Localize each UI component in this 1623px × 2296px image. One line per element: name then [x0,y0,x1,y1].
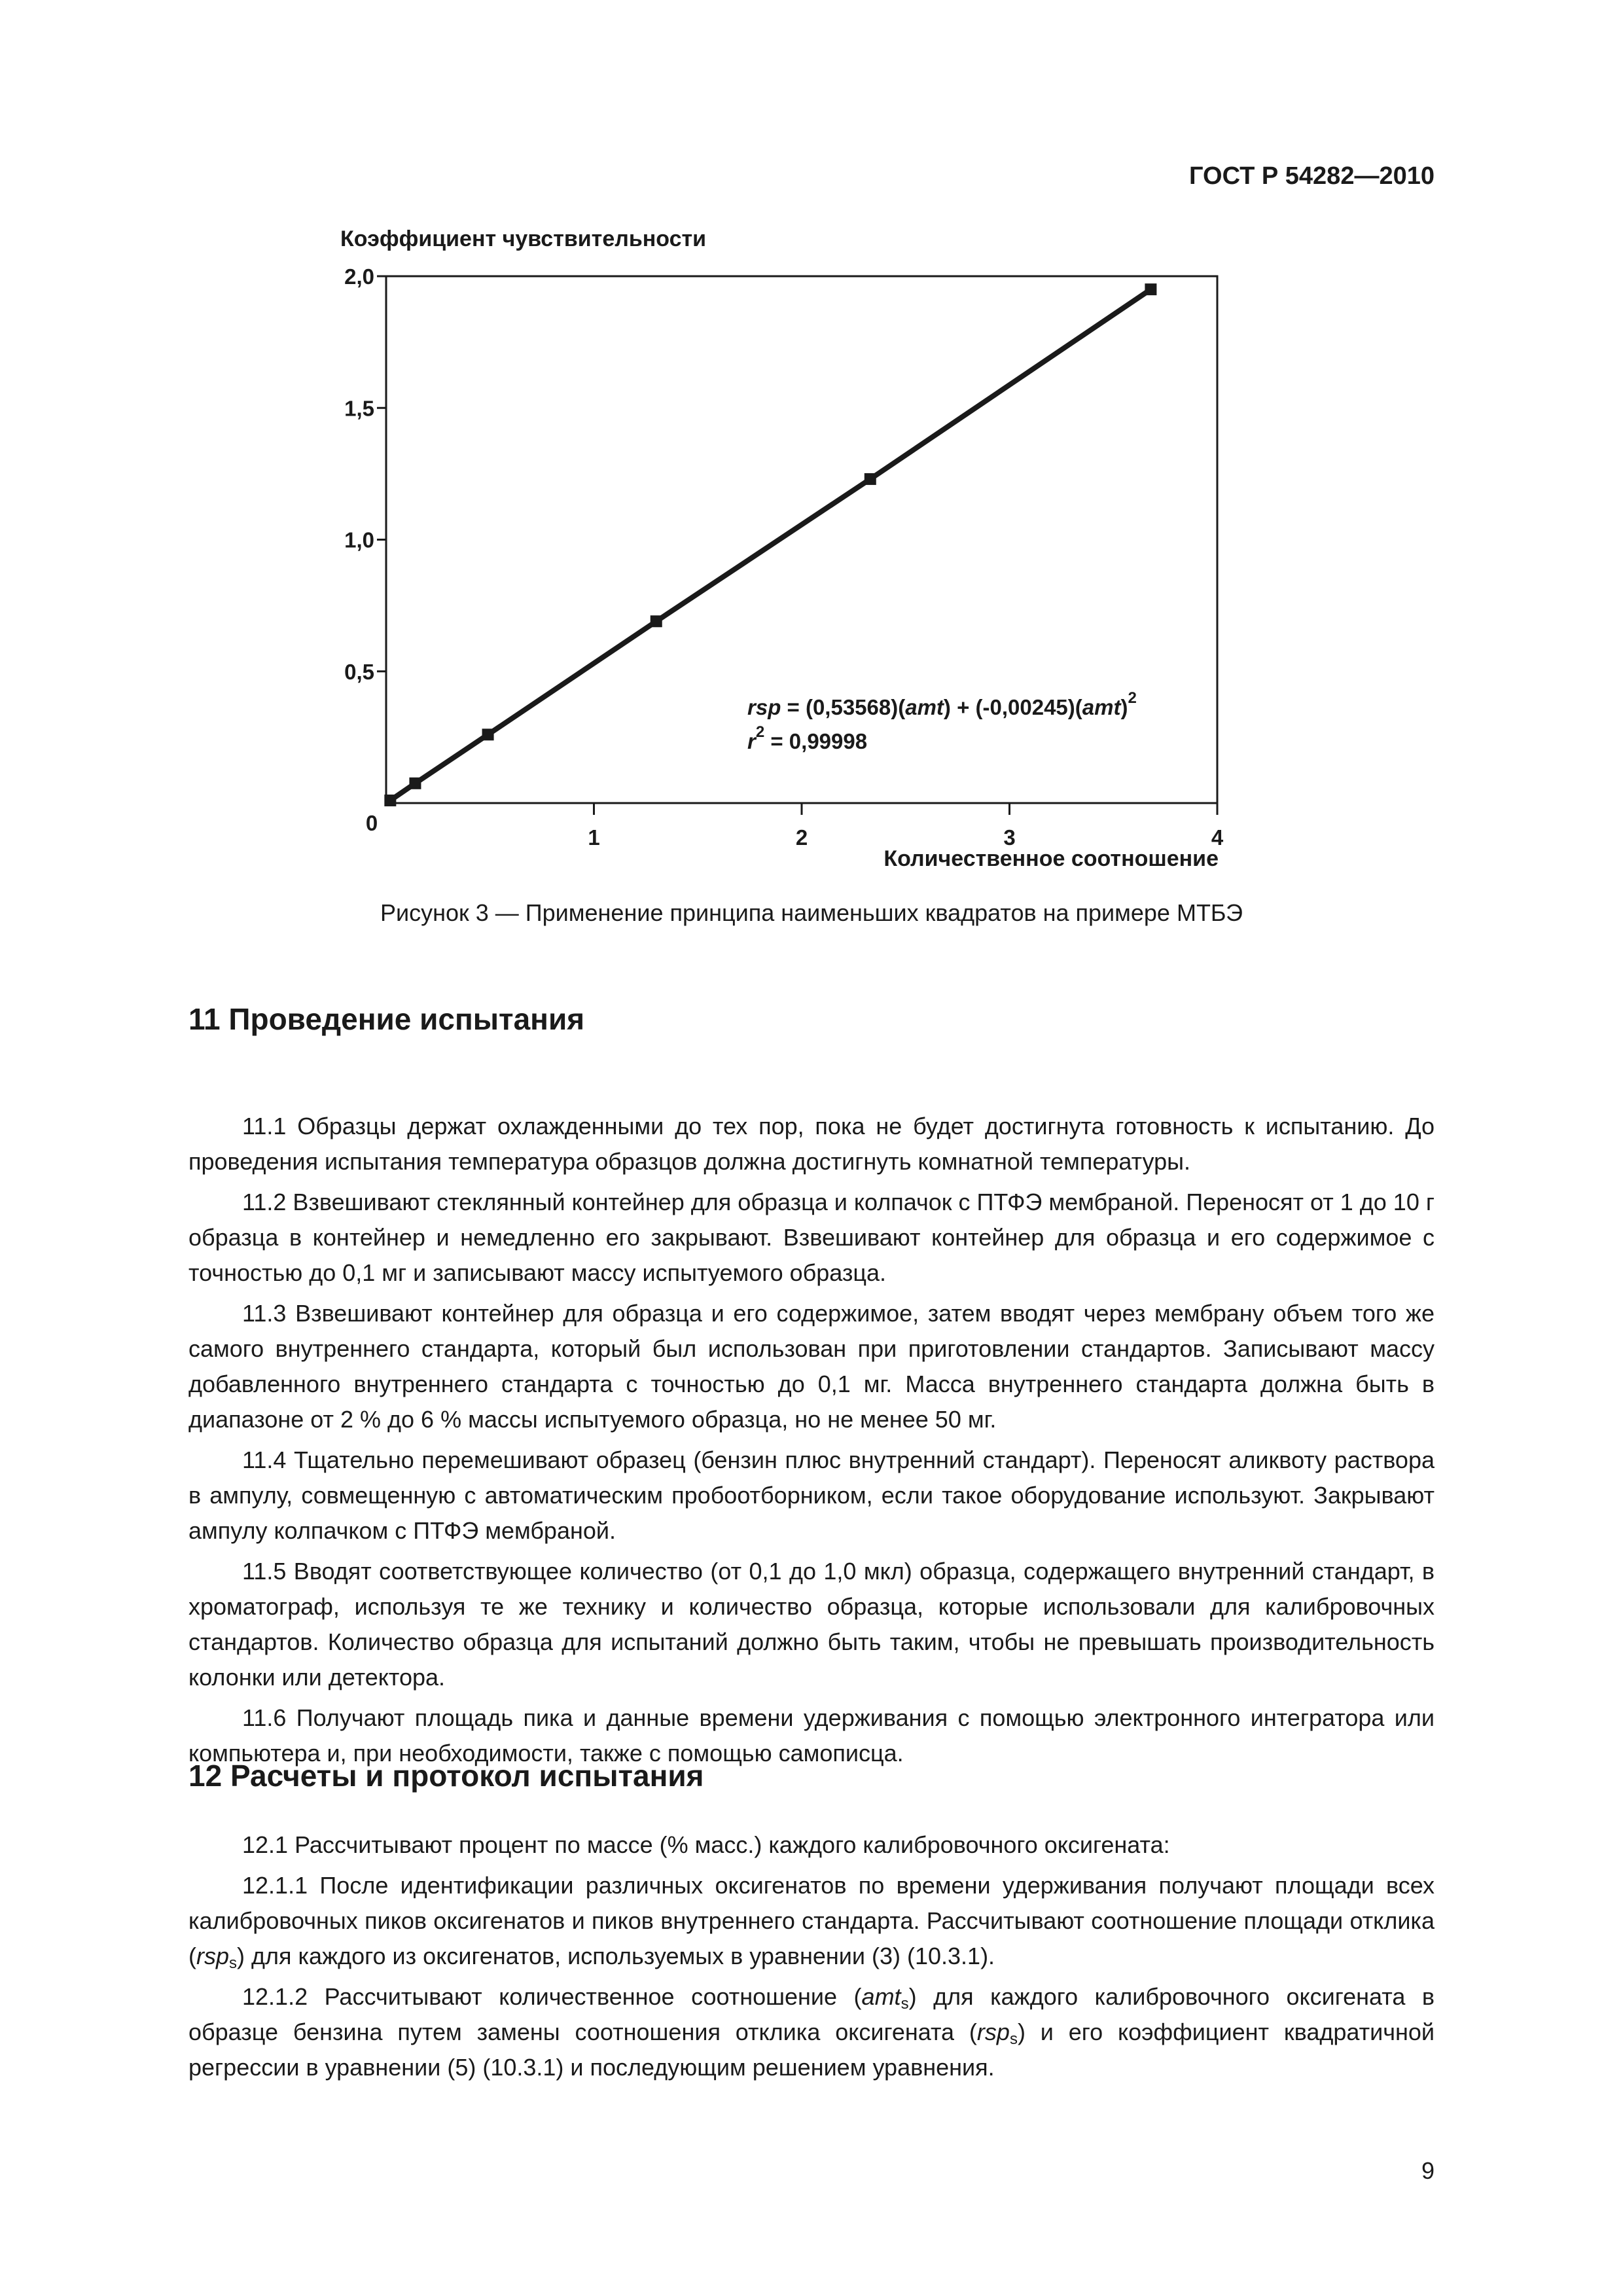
data-point [409,778,421,789]
data-point [1145,283,1156,295]
document-id: ГОСТ Р 54282—2010 [1189,162,1435,190]
fit-line [390,289,1150,800]
paragraph-12-1-2: 12.1.2 Рассчитывают количественное соотношение (amt$_s$) для каждого калибровочного оксигената в образце бензина путем замены соотношения отклика оксигената (rsp$_s$) и его коэффициент квадратичной регрессии в уравнении (5) (10.3.1) и последующим решением уравнения. [188,1983,1435,2081]
regression-equation: rsp = (0,53568)(amt) + (-0,00245)(amt)$^2$ [747,689,1137,719]
x-tick-label: 1 [588,825,600,850]
section-11-body [188,1073,1435,1776]
paragraph-11-2: 11.2 Взвешивают стеклянный контейнер для образца и колпачок с ПТФЭ мембраной. Переносят от 1 до 10 г образца в контейнер и немедленно его закрывают. Взвешивают контейнер для образца и его содержимое с точностью до 0,1 мг и записывают массу испытуемого образца. [188,1189,1435,1286]
section-12-body [188,1827,1435,2090]
section-12-title: 12 Расчеты и протокол испытания [188,1759,704,1793]
y-ticks [344,264,386,684]
x-tick-label: 4 [1211,825,1224,850]
x-tick-label: 2 [795,825,808,850]
data-point [651,615,662,627]
x-tick-label: 0 [365,811,378,835]
paragraph-12-1-1: 12.1.1 После идентификации различных оксигенатов по времени удерживания получают площади всех калибровочных пиков оксигенатов и пиков внутреннего стандарта. Рассчитывают соотношение площади отклика (rsp$_s$) для каждого из оксигенатов, используемых в уравнении (3) (10.3.1). [188,1872,1435,1972]
x-axis-label: Количественное соотношение [883,846,1219,871]
y-tick-label: 0,5 [344,659,374,684]
y-tick-label: 2,0 [344,264,374,289]
data-point [384,795,396,806]
r-squared: $r^2 = 0,99998$ [747,723,868,753]
paragraph-11-4: 11.4 Тщательно перемешивают образец (бензин плюс внутренний стандарт). Переносят аликвоту раствора в ампулу, совмещенную с автоматическим пробоотборником, если такое оборудование используют. Закрывают ампулу колпачком с ПТФЭ мембраной. [188,1446,1435,1544]
calibration-chart [308,223,1237,877]
data-point [482,728,494,740]
section-11-title: 11 Проведение испытания [188,1002,585,1036]
paragraph-11-3: 11.3 Взвешивают контейнер для образца и его содержимое, затем вводят через мембрану объем того же самого внутреннего стандарта, который был использован при приготовлении стандартов. Записывают массу добавленного внутреннего стандарта с точностью до 0,1 мг. Масса внутреннего стандарта должна быть в диапазоне от 2 % до 6 % массы испытуемого образца, но не менее 50 мг. [188,1300,1435,1433]
x-tick-label: 3 [1003,825,1016,850]
paragraph-11-1: 11.1 Образцы держат охлажденными до тех пор, пока не будет достигнута готовность к испытанию. До проведения испытания температура образцов должна достигнуть комнатной температуры. [188,1113,1435,1175]
y-tick-label: 1,0 [344,528,374,552]
data-point [865,473,876,485]
figure-caption: Рисунок 3 — Применение принципа наименьших квадратов на примере МТБЭ [380,899,1243,926]
y-tick-label: 1,5 [344,396,374,421]
paragraph-11-5: 11.5 Вводят соответствующее количество (от 0,1 до 1,0 мкл) образца, содержащего внутренний стандарт, в хроматограф, используя те же технику и количество образца, которые использовали для калибровочных стандартов. Количество образца для испытаний должно быть таким, чтобы не превышать производительность колонки или детектора. [188,1558,1435,1691]
y-axis-label: Коэффициент чувствительности [340,226,707,251]
paragraph-11-6: 11.6 Получают площадь пика и данные времени удерживания с помощью электронного интегратора или компьютера и, при необходимости, также с помощью самописца. [188,1704,1435,1767]
x-ticks [366,803,1224,850]
plot-frame [386,276,1217,803]
page-number: 9 [1421,2157,1435,2184]
paragraph-12-1: 12.1 Рассчитывают процент по массе (% масс.) каждого калибровочного оксигената: [242,1831,1170,1858]
